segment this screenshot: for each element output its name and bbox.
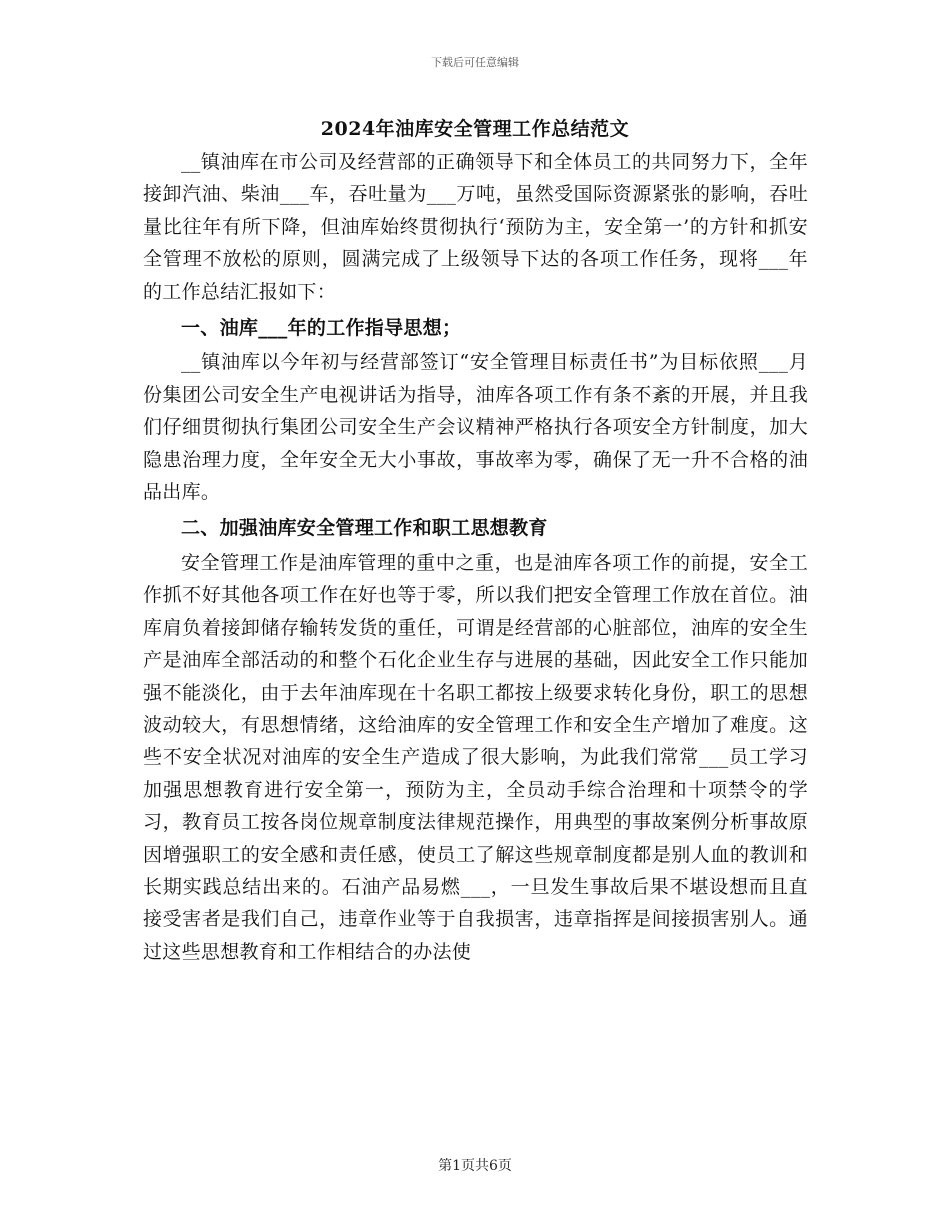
document-title: 2024年油库安全管理工作总结范文	[320, 118, 630, 140]
document-body	[143, 146, 808, 968]
intro-paragraph: __镇油库在市公司及经营部的正确领导下和全体员工的共同努力下，全年接卸汽油、柴油___车，吞吐量为___万吨，虽然受国际资源紧张的影响，吞吐量比往年有所下降，但油库始终贯彻执行‘预防为主，安全第一’的方针和抓安全管理不放松的原则，圆满完成了上级领导下达的各项工作任务，现将___年的工作总结汇报如下：	[143, 151, 808, 303]
section-heading-2: 二、加强油库安全管理工作和职工思想教育	[181, 517, 548, 540]
section-heading-1: 一、油库___年的工作指导思想；	[181, 317, 462, 340]
header-note: 下载后可任意编辑	[431, 56, 519, 69]
section-2-paragraph: 安全管理工作是油库管理的重中之重，也是油库各项工作的前提，安全工作抓不好其他各项工作在好也等于零，所以我们把安全管理工作放在首位。油库肩负着接卸储存输转发货的重任，可谓是经营部的心脏部位，油库的安全生产是油库全部活动的和整个石化企业生存与进展的基础，因此安全工作只能加强不能淡化，由于去年油库现在十名职工都按上级要求转化身份，职工的思想波动较大，有思想情绪，这给油库的安全管理工作和安全生产增加了难度。这些不安全状况对油库的安全生产造成了很大影响，为此我们常常___员工学习加强思想教育进行安全第一，预防为主，全员动手综合治理和十项禁令的学习，教育员工按各岗位规章制度法律规范操作，用典型的事故案例分析事故原因增强职工的安全感和责任感，使员工了解这些规章制度都是别人血的教训和长期实践总结出来的。石油产品易燃___，一旦发生事故后果不堪设想而且直接受害者是我们自己，违章作业等于自我损害，违章指挥是间接损害别人。通过这些思想教育和工作相结合的办法使	[143, 551, 808, 963]
section-1-paragraph: __镇油库以今年初与经营部签订“安全管理目标责任书”为目标依照___月份集团公司安全生产电视讲话为指导，油库各项工作有条不紊的开展，并且我们仔细贯彻执行集团公司安全生产会议精神严格执行各项安全方针制度，加大隐患治理力度，全年安全无大小事故，事故率为零，确保了无一升不合格的油品出库。	[143, 351, 808, 504]
page-footer: 第1页共6页	[438, 1158, 512, 1174]
